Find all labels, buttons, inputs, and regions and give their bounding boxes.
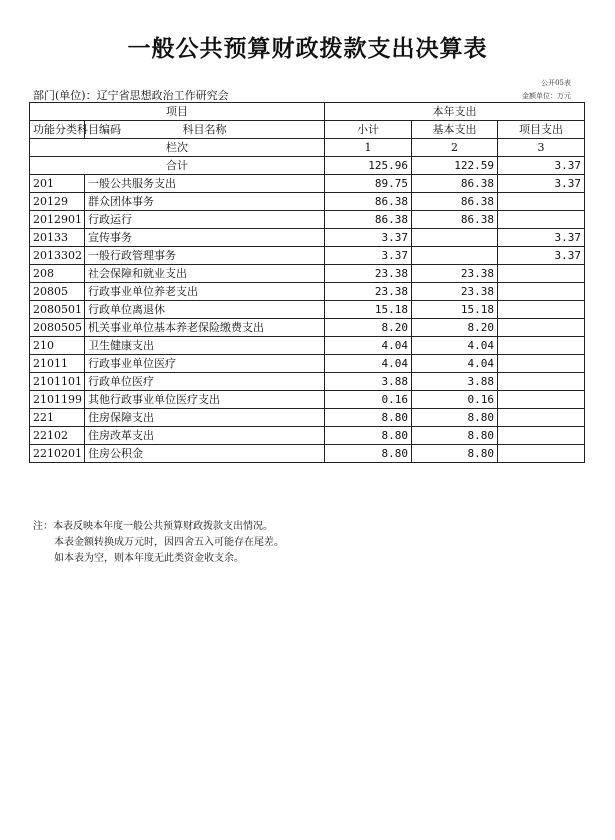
row-code: 2080501	[30, 301, 85, 319]
total-row	[30, 157, 585, 175]
row-name: 社会保障和就业支出	[85, 265, 325, 283]
row-code: 201	[30, 175, 85, 193]
row-code: 20129	[30, 193, 85, 211]
note-line: 本表金额转换成万元时，因四舍五入可能存在尾差。	[54, 537, 284, 548]
row-basic: 8.80	[412, 409, 498, 427]
row-code: 20133	[30, 229, 85, 247]
table-row	[30, 391, 585, 409]
row-subtotal: 8.80	[325, 427, 412, 445]
note-line: 注：本表反映本年度一般公共预算财政拨款支出情况。	[33, 521, 273, 532]
row-code: 208	[30, 265, 85, 283]
header-subtotal: 小计	[325, 121, 412, 139]
total-subtotal: 125.96	[325, 157, 412, 175]
row-name: 一般行政管理事务	[85, 247, 325, 265]
row-name: 行政运行	[85, 211, 325, 229]
column-number-label: 栏次	[30, 139, 325, 157]
column-number-row	[30, 139, 585, 157]
row-project: 3.37	[498, 247, 585, 265]
row-subtotal: 4.04	[325, 337, 412, 355]
header-subject-name: 科目名称	[85, 121, 325, 139]
row-project	[498, 301, 585, 319]
row-name: 住房保障支出	[85, 409, 325, 427]
row-code: 20805	[30, 283, 85, 301]
row-name: 行政单位离退休	[85, 301, 325, 319]
table-row	[30, 175, 585, 193]
row-subtotal: 23.38	[325, 283, 412, 301]
row-code: 2101101	[30, 373, 85, 391]
table-row	[30, 265, 585, 283]
header-project: 项目	[30, 103, 325, 121]
row-basic	[412, 229, 498, 247]
row-basic: 23.38	[412, 283, 498, 301]
department-label: 部门(单位)：辽宁省思想政治工作研究会	[33, 89, 229, 102]
total-project: 3.37	[498, 157, 585, 175]
row-subtotal: 8.80	[325, 409, 412, 427]
row-subtotal: 3.37	[325, 229, 412, 247]
row-basic: 4.04	[412, 355, 498, 373]
row-name: 行政单位医疗	[85, 373, 325, 391]
row-name: 行政事业单位医疗	[85, 355, 325, 373]
footnotes	[33, 519, 284, 567]
row-subtotal: 3.37	[325, 247, 412, 265]
row-project	[498, 265, 585, 283]
row-subtotal: 3.88	[325, 373, 412, 391]
table-row	[30, 445, 585, 463]
row-basic: 8.80	[412, 445, 498, 463]
table-row	[30, 355, 585, 373]
table-row	[30, 409, 585, 427]
header-row-2	[30, 121, 585, 139]
row-name: 住房改革支出	[85, 427, 325, 445]
row-subtotal: 89.75	[325, 175, 412, 193]
row-code: 221	[30, 409, 85, 427]
table-row	[30, 211, 585, 229]
table-row	[30, 193, 585, 211]
page-title: 一般公共预算财政拨款支出决算表	[127, 35, 488, 62]
row-project	[498, 409, 585, 427]
table-row	[30, 319, 585, 337]
note-line: 如本表为空，则本年度无此类资金收支余。	[54, 553, 244, 564]
row-subtotal: 4.04	[325, 355, 412, 373]
row-name: 机关事业单位基本养老保险缴费支出	[85, 319, 325, 337]
row-basic: 8.80	[412, 427, 498, 445]
row-code: 2012901	[30, 211, 85, 229]
row-basic: 86.38	[412, 211, 498, 229]
table-row	[30, 373, 585, 391]
total-basic: 122.59	[412, 157, 498, 175]
row-code: 2080505	[30, 319, 85, 337]
row-project	[498, 373, 585, 391]
table-row	[30, 337, 585, 355]
total-label: 合计	[30, 157, 325, 175]
row-code: 2210201	[30, 445, 85, 463]
row-project	[498, 355, 585, 373]
table-row	[30, 283, 585, 301]
row-subtotal: 86.38	[325, 211, 412, 229]
table-row	[30, 301, 585, 319]
row-code: 2013302	[30, 247, 85, 265]
row-project	[498, 319, 585, 337]
row-subtotal: 8.80	[325, 445, 412, 463]
row-project	[498, 445, 585, 463]
col-no-2: 2	[412, 139, 498, 157]
expenditure-table	[29, 102, 585, 463]
unit-note: 金额单位：万元	[522, 92, 571, 100]
header-func-code: 功能分类科目编码	[30, 121, 85, 139]
row-project	[498, 211, 585, 229]
row-code: 210	[30, 337, 85, 355]
header-row-1	[30, 103, 585, 121]
row-project	[498, 193, 585, 211]
row-project	[498, 337, 585, 355]
row-subtotal: 0.16	[325, 391, 412, 409]
row-name: 其他行政事业单位医疗支出	[85, 391, 325, 409]
table-row	[30, 247, 585, 265]
row-project	[498, 283, 585, 301]
row-project	[498, 391, 585, 409]
row-basic: 4.04	[412, 337, 498, 355]
row-subtotal: 15.18	[325, 301, 412, 319]
row-name: 群众团体事务	[85, 193, 325, 211]
table-row	[30, 427, 585, 445]
row-name: 宣传事务	[85, 229, 325, 247]
row-basic: 3.88	[412, 373, 498, 391]
row-project	[498, 427, 585, 445]
col-no-1: 1	[325, 139, 412, 157]
row-basic	[412, 247, 498, 265]
row-basic: 86.38	[412, 175, 498, 193]
row-basic: 8.20	[412, 319, 498, 337]
table-row	[30, 229, 585, 247]
row-basic: 15.18	[412, 301, 498, 319]
header-current-year: 本年支出	[325, 103, 585, 121]
row-name: 卫生健康支出	[85, 337, 325, 355]
row-code: 21011	[30, 355, 85, 373]
row-subtotal: 23.38	[325, 265, 412, 283]
row-project: 3.37	[498, 175, 585, 193]
row-basic: 0.16	[412, 391, 498, 409]
row-name: 行政事业单位养老支出	[85, 283, 325, 301]
header-basic: 基本支出	[412, 121, 498, 139]
row-code: 2101199	[30, 391, 85, 409]
row-subtotal: 86.38	[325, 193, 412, 211]
header-project-exp: 项目支出	[498, 121, 585, 139]
col-no-3: 3	[498, 139, 585, 157]
form-code: 公开05表	[541, 79, 571, 87]
row-basic: 23.38	[412, 265, 498, 283]
row-name: 住房公积金	[85, 445, 325, 463]
row-code: 22102	[30, 427, 85, 445]
row-name: 一般公共服务支出	[85, 175, 325, 193]
row-project: 3.37	[498, 229, 585, 247]
row-basic: 86.38	[412, 193, 498, 211]
row-subtotal: 8.20	[325, 319, 412, 337]
